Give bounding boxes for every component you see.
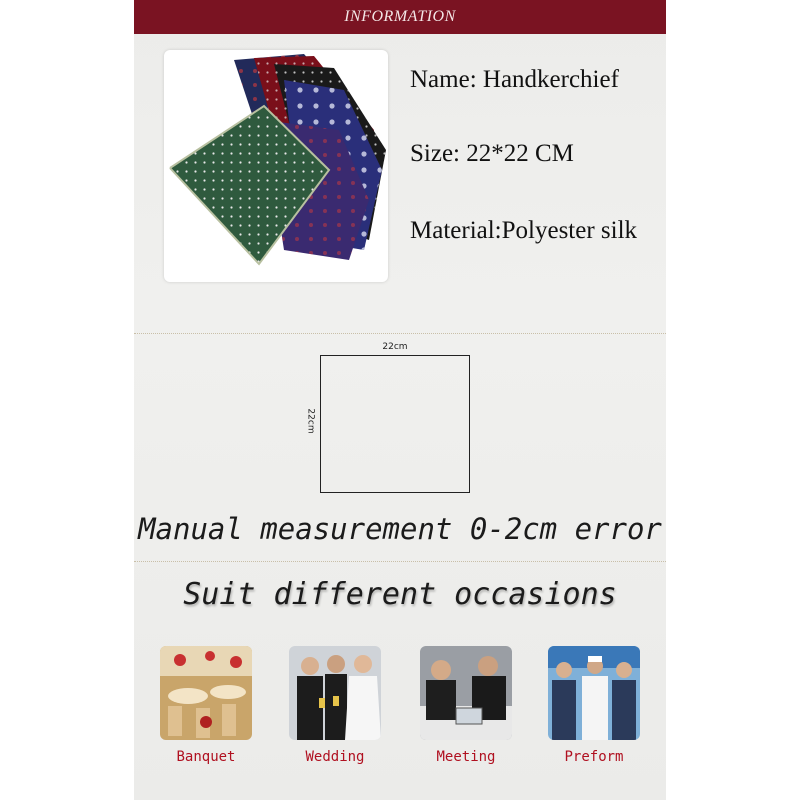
occasions-title: Suit different occasions bbox=[183, 577, 617, 612]
size-diagram-square bbox=[320, 355, 470, 493]
header-title: INFORMATION bbox=[344, 8, 456, 25]
preform-photo bbox=[548, 646, 640, 740]
measurement-error-note: Manual measurement 0-2cm error bbox=[138, 512, 662, 546]
occasion-label-banquet: Banquet bbox=[176, 749, 236, 765]
width-dimension-label: 22cm bbox=[382, 342, 408, 352]
product-size: Size: 22*22 CM bbox=[410, 140, 574, 167]
meeting-photo bbox=[420, 646, 512, 740]
banquet-photo bbox=[160, 646, 252, 740]
header-bar bbox=[134, 0, 666, 34]
handkerchief-stack-illustration bbox=[164, 50, 388, 282]
section-divider bbox=[134, 561, 666, 562]
occasion-label-meeting: Meeting bbox=[436, 749, 496, 765]
wedding-photo bbox=[289, 646, 381, 740]
occasion-label-preform: Preform bbox=[564, 749, 624, 765]
section-divider bbox=[134, 333, 666, 334]
occasion-label-wedding: Wedding bbox=[305, 749, 365, 765]
product-image bbox=[164, 50, 388, 282]
product-material: Material:Polyester silk bbox=[410, 217, 638, 244]
info-panel bbox=[134, 0, 666, 800]
product-name: Name: Handkerchief bbox=[410, 66, 619, 93]
height-dimension-label: 22cm bbox=[305, 408, 316, 434]
